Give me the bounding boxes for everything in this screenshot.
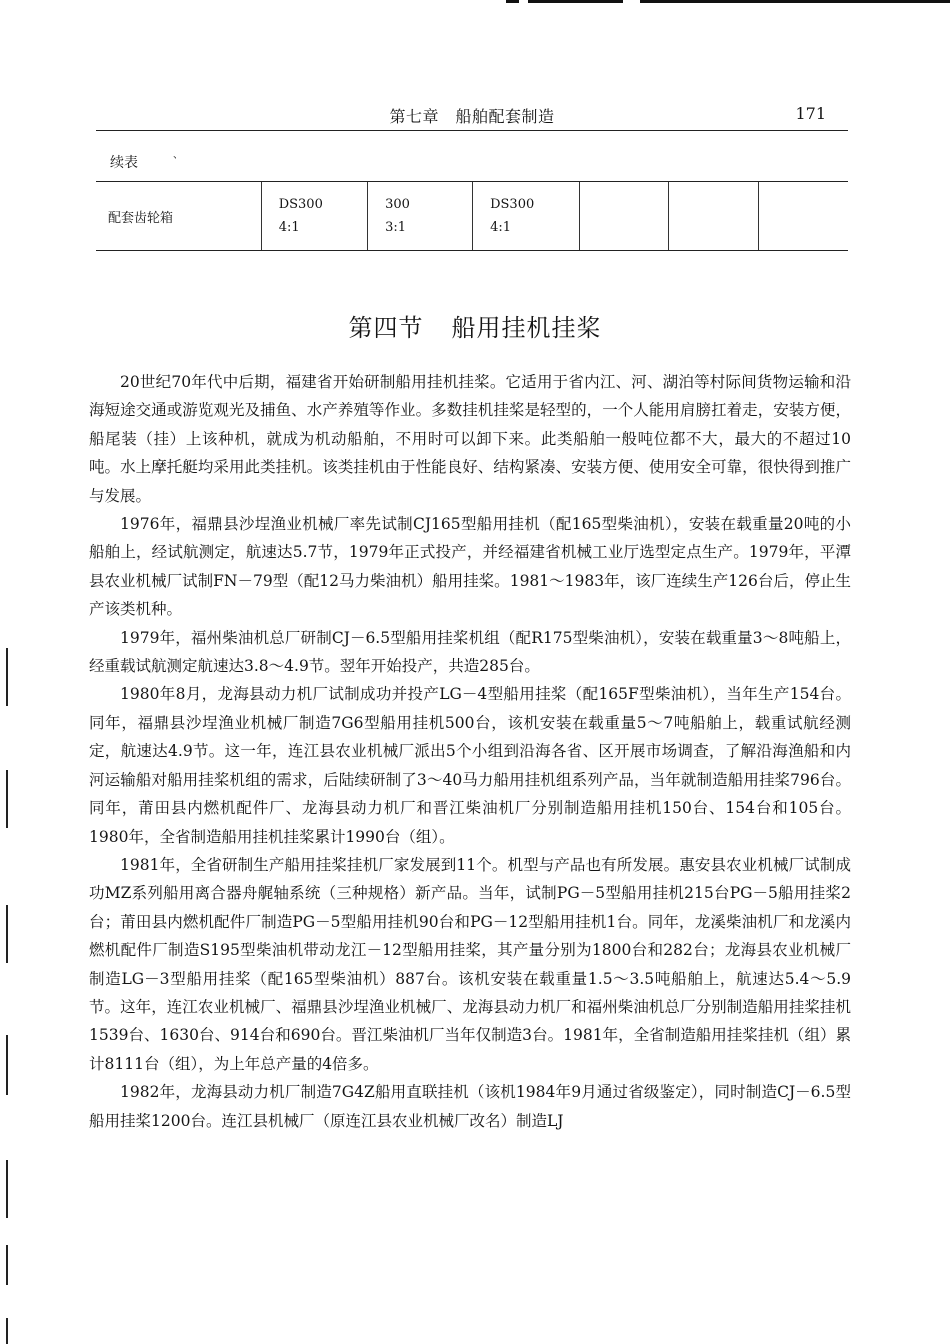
- scan-edge-mark: [6, 648, 8, 706]
- gearbox-model: 300: [385, 197, 410, 212]
- gear-ratio: 4:1: [490, 220, 512, 235]
- scan-edge-mark: [6, 905, 8, 963]
- scan-edge-mark: [6, 1318, 8, 1344]
- gearbox-model: DS300: [278, 197, 323, 212]
- running-head: [96, 100, 848, 131]
- scan-edge-mark: [6, 1160, 8, 1218]
- gearbox-model: DS300: [490, 197, 535, 212]
- section-heading: [0, 308, 950, 343]
- gear-ratio: 3:1: [385, 220, 407, 235]
- scan-top-border: [640, 0, 950, 3]
- scan-edge-mark: [6, 770, 8, 828]
- paragraph: 20世纪70年代中后期，福建省开始研制船用挂机挂桨。它适用于省内江、河、湖泊等村际间货物运输和沿海短途交通或游览观光及捕鱼、水产养殖等作业。多数挂机挂桨是轻型的，一个人能用肩膀扛着走，安装方便，船尾装（挂）上该种机，就成为机动船舶，不用时可以卸下来。此类船舶一般吨位都不大，最大的不超过10吨。水上摩托艇均采用此类挂机。该类挂机由于性能良好、结构紧凑、安装方便、使用安全可靠，很快得到推广与发展。: [89, 373, 851, 505]
- paragraph: 1981年，全省研制生产船用挂桨挂机厂家发展到11个。机型与产品也有所发展。惠安县农业机械厂试制成功MZ系列船用离合器舟艉轴系统（三种规格）新产品。当年，试制PG－5型船用挂机215台PG－5船用挂桨2台；莆田县内燃机配件厂制造PG－5型船用挂机90台和PG－12型船用挂机1台。同年，龙溪柴油机厂和龙溪内燃机配件厂制造S195型柴油机带动龙江－12型船用挂桨，其产量分别为1800台和282台；龙海县农业机械厂制造LG－3型船用挂桨（配165型柴油机）887台。该机安装在载重量1.5～3.5吨船舶上，航速达5.4～5.9节。这年，连江农业机械厂、福鼎县沙埕渔业机械厂、龙海县动力机厂和福州柴油机总厂分别制造船用挂桨挂机1539台、1630台、914台和690台。晋江柴油机厂当年仅制造3台。1981年，全省制造船用挂桨挂机（组）累计8111台（组），为上年总产量的4倍多。: [89, 855, 851, 1073]
- paragraph: 1980年8月，龙海县动力机厂试制成功并投产LG－4型船用挂桨（配165F型柴油机），当年生产154台。同年，福鼎县沙埕渔业机械厂制造7G6型船用挂机500台，该机安装在载重量5～7吨船舶上，载重试航经测定，航速达4.9节。这一年，连江县农业机械厂派出5个小组到沿海各省、区开展市场调查，了解沿海渔船和内河运输船对船用挂桨机组的需求，后陆续研制了3～40马力船用挂机组系列产品，当年就制造船用挂桨796台。同年，莆田县内燃机配件厂、龙海县动力机厂和晋江柴油机厂分别制造船用挂机150台、154台和105台。1980年，全省制造船用挂机挂桨累计1990台（组）。: [89, 685, 851, 846]
- continued-spec-table: [96, 181, 848, 251]
- table-row: [96, 182, 848, 251]
- scan-top-border: [506, 0, 519, 3]
- table-cell-empty: [759, 182, 848, 251]
- paragraph: 1976年，福鼎县沙埕渔业机械厂率先试制CJ165型船用挂机（配165型柴油机），安装在载重量20吨的小船舶上，经试航测定，航速达5.7节，1979年正式投产，并经福建省机械工业厅选型定点生产。1979年，平潭县农业机械厂试制FN－79型（配12马力柴油机）船用挂桨。1981～1983年，该厂连续生产126台后，停止生产该类机种。: [89, 515, 851, 619]
- row-label-gearbox: 配套齿轮箱: [96, 182, 261, 251]
- paragraph: 1982年，龙海县动力机厂制造7G4Z船用直联挂机（该机1984年9月通过省级鉴定），同时制造CJ－6.5型船用挂桨1200台。连江县机械厂（原连江县农业机械厂改名）制造LJ: [89, 1083, 851, 1130]
- scan-edge-mark: [6, 1035, 8, 1095]
- table-cell: [473, 182, 579, 251]
- table-cell-empty: [579, 182, 669, 251]
- table-continued-label: 续表: [110, 155, 138, 171]
- table-cell-empty: [669, 182, 759, 251]
- paragraph: 1979年，福州柴油机总厂研制CJ－6.5型船用挂桨机组（配R175型柴油机），安装在载重量3～8吨船上，经重载试航测定航速达3.8～4.9节。翌年开始投产，共造285台。: [89, 628, 851, 676]
- scan-top-border: [528, 0, 623, 3]
- table-cell: [261, 182, 367, 251]
- gear-ratio: 4:1: [278, 220, 300, 235]
- stray-mark: 、: [173, 150, 183, 161]
- body-text: [89, 368, 851, 1135]
- running-head-title: 第七章 船舶配套制造: [389, 107, 555, 126]
- section-title: 船用挂机挂桨: [451, 314, 602, 342]
- section-number: 第四节: [348, 314, 424, 342]
- scan-edge-mark: [6, 1245, 8, 1285]
- table-cell: [368, 182, 473, 251]
- page-number: 171: [795, 104, 826, 123]
